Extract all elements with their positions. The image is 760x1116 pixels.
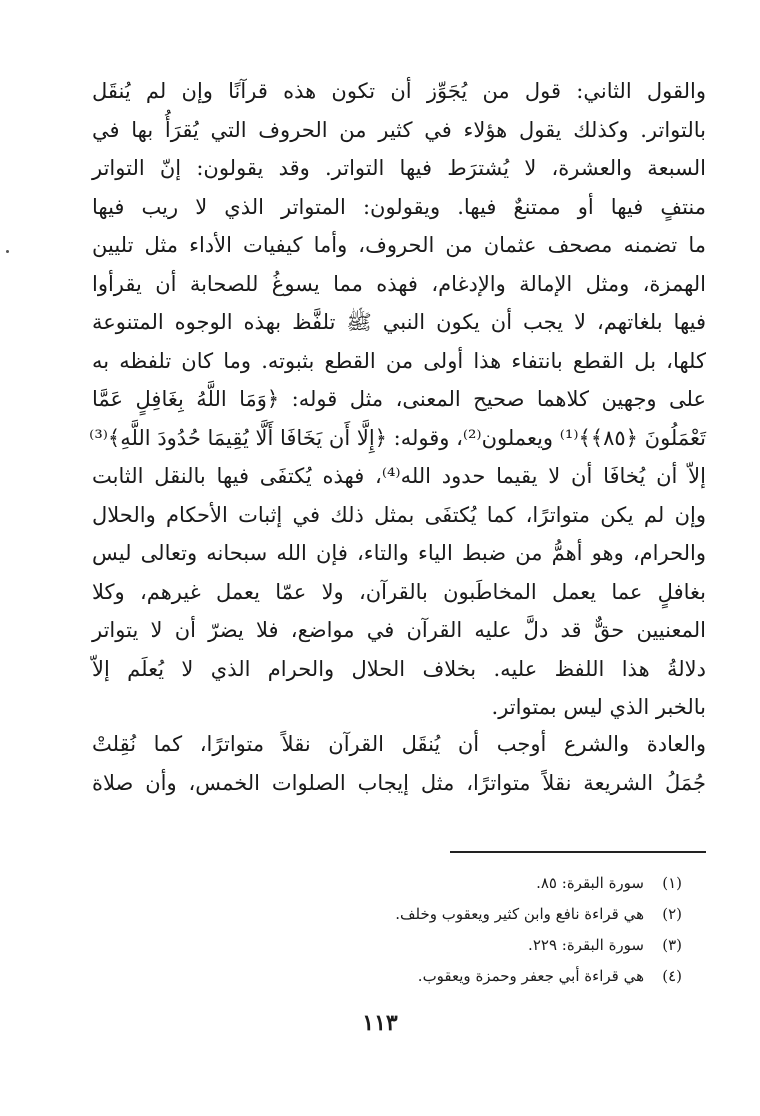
text-line: بالتواتر. وكذلك يقول هؤلاء في كثير من الحروف التي يُقرَأُ بها في — [92, 117, 706, 142]
text-line: تَعْمَلُونَ ﴿٨٥﴾﴾⁽¹⁾ ويعملون⁽²⁾، وقوله: ﴿إِلَّا أَن يَخَافَا أَلَّا يُقِيمَا حُدُودَ اللَّهِ﴾⁽³⁾ — [89, 425, 706, 450]
text-line: المعنيين حقٌّ قد دلَّ عليه القرآن في مواضع، فلا يضرّ أن لا يتواتر — [92, 618, 706, 642]
footnote-number: (٣) — [662, 936, 682, 954]
footnote-text: هي قراءة أبي جعفر وحمزة ويعقوب. — [417, 967, 644, 985]
text-line: جُمَلُ الشريعة نقلاً متواترًا، مثل إيجاب الصلوات الخمس، وأن صلاة — [92, 770, 706, 795]
text-line: والقول الثاني: قول من يُجَوِّز أن تكون هذه قرآنًا وإن لم يُنقَل — [92, 79, 706, 103]
footnote-item — [202, 930, 682, 961]
footnote-item — [202, 899, 682, 930]
text-line: الهمزة، ومثل الإمالة والإدغام، فهذه مما يسوغُ للصحابة أن يقرأوا — [92, 271, 706, 296]
paragraph-2 — [92, 725, 706, 802]
text-line: كلها، بل القطع بانتفاء هذا أولى من القطع بثبوته. وما كان تلفظه به — [92, 348, 706, 373]
text-line: إلاّ أن يُخافَا أن لا يقيما حدود الله⁽⁴⁾، فهذه يُكتفَى فيها بالنقل الثابت — [92, 464, 706, 488]
text-line: ما تضمنه مصحف عثمان من الحروف، وأما كيفيات الأداء مثل تليين — [92, 233, 706, 257]
footnotes — [202, 868, 682, 992]
text-line: بالخبر الذي ليس بمتواتر. — [491, 695, 706, 719]
footnote-text: سورة البقرة: ٨٥. — [536, 874, 644, 892]
footnote-item — [202, 868, 682, 899]
text-line: وإن لم يكن متواترًا، كما يُكتفَى بمثل ذلك في إثبات الأحكام والحلال — [92, 502, 706, 527]
text-line: بغافلٍ عما يعمل المخاطَبون بالقرآن، ولا عمّا يعمل غيرهم، وكلا — [92, 579, 706, 604]
footnote-number: (٢) — [662, 905, 682, 923]
footnote-separator — [450, 851, 706, 853]
text-line: والحرام، وهو أهمُّ من ضبط الياء والتاء، فإن الله سبحانه وتعالى ليس — [92, 541, 706, 565]
page-number: ١١٣ — [362, 1010, 398, 1036]
text-line: على وجهين كلاهما صحيح المعنى، مثل قوله: ﴿وَمَا اللَّهُ بِغَافِلٍ عَمَّا — [92, 387, 706, 411]
text-line: فيها بلغاتهم، لا يجب أن يكون النبي ﷺ تلفَّظ بهذه الوجوه المتنوعة — [92, 310, 706, 334]
paragraph-1 — [89, 72, 706, 727]
margin-speck — [6, 250, 9, 253]
text-line: دلالةُ هذا اللفظ عليه. بخلاف الحلال والحرام الذي لا يُعلَم إلاّ — [92, 656, 706, 681]
footnote-number: (١) — [662, 874, 682, 892]
footnote-text: هي قراءة نافع وابن كثير ويعقوب وخلف. — [395, 905, 644, 923]
text-line: منتفٍ فيها أو ممتنعٌ فيها. ويقولون: المتواتر الذي لا ريب فيها — [92, 194, 706, 219]
text-line: السبعة والعشرة، لا يُشترَط فيها التواتر. وقد يقولون: إنّ التواتر — [92, 156, 706, 180]
text-line: والعادة والشرع أوجب أن يُنقَل القرآن نقلاً متواترًا، كما نُقِلتْ — [92, 732, 706, 756]
footnote-item — [202, 961, 682, 992]
footnote-text: سورة البقرة: ٢٢٩. — [528, 936, 644, 954]
footnote-number: (٤) — [662, 967, 682, 985]
